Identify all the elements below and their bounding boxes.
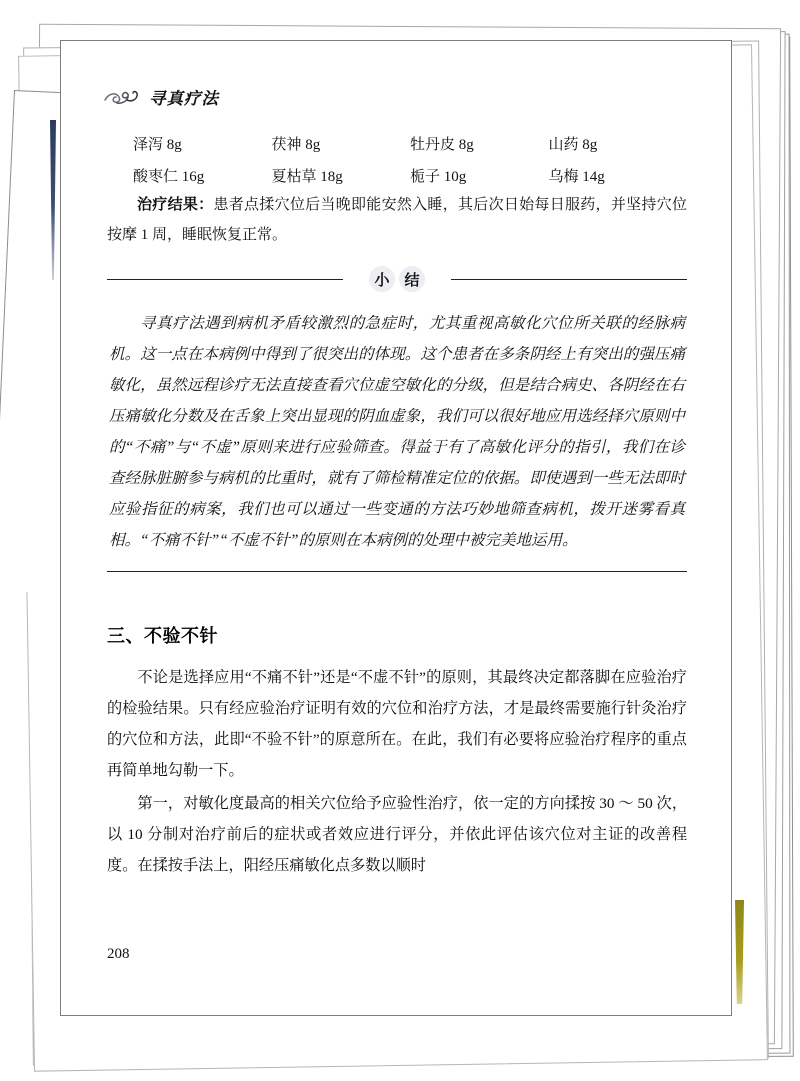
summary-title-char: 结	[399, 266, 425, 292]
summary-title	[369, 266, 425, 292]
herb-item: 山药 8g	[548, 137, 598, 153]
running-head	[103, 85, 219, 109]
treatment-result-text: 患者点揉穴位后当晚即能安然入睡，其后次日始每日服药，并坚持穴位按摩 1 周，睡眠恢复正常。	[107, 197, 687, 243]
cloud-swirl-ornament-icon	[103, 87, 143, 107]
summary-rule-left	[107, 279, 343, 280]
page-number: 208	[107, 946, 130, 962]
herb-item: 茯神 8g	[271, 137, 321, 153]
summary-paragraph: 寻真疗法遇到病机矛盾较激烈的急症时，尤其重视高敏化穴位所关联的经脉病机。这一点在本病例中得到了很突出的体现。这个患者在多条阴经上有突出的强压痛敏化，虽然远程诊疗无法直接查看穴位虚空敏化的分级，但是结合病史、各阴经在右压痛敏化分数及在舌象上突出显现的阴血虚象，我们可以很好地应用选经择穴原则中的“不痛”与“不虚”原则来进行应验筛查。得益于有了高敏化评分的指引，我们在诊查经脉脏腑参与病机的比重时，就有了筛检精准定位的依据。即使遇到一些无法即时应验指征的病案，我们也可以通过一些变通的方法巧妙地筛查病机，拨开迷雾看真相。“不痛不针”“不虚不针”的原则在本病例的处理中被完美地运用。	[109, 314, 685, 549]
summary-block	[107, 266, 687, 572]
book-page	[60, 40, 732, 1016]
section-paragraph: 第一，对敏化度最高的相关穴位给予应验性治疗，依一定的方向揉按 30 ～ 50 次，以 10 分制对治疗前后的症状或者效应进行评分，并依此评估该穴位对主证的改善程度。在揉按手法上，阳经压痛敏化点多数以顺时	[107, 795, 687, 874]
summary-end-rule	[107, 571, 687, 572]
running-head-title: 寻真疗法	[149, 89, 219, 108]
herb-item: 夏枯草 18g	[271, 169, 343, 185]
summary-rule-right	[451, 279, 687, 280]
herb-item: 酸枣仁 16g	[133, 169, 205, 185]
section-paragraph: 不论是选择应用“不痛不针”还是“不虚不针”的原则，其最终决定都落脚在应验治疗的检验结果。只有经应验治疗证明有效的穴位和治疗方法，才是最终需要施行针灸治疗的穴位和方法，此即“不验不针”的原意所在。在此，我们有必要将应验治疗程序的重点再简单地勾勒一下。	[107, 669, 687, 779]
summary-title-char: 小	[369, 266, 395, 292]
treatment-result-paragraph	[107, 190, 687, 250]
herb-item: 牡丹皮 8g	[410, 137, 474, 153]
herb-item: 泽泻 8g	[133, 137, 182, 153]
page-content	[107, 133, 687, 881]
summary-divider	[107, 266, 687, 292]
prescription-herb-grid	[107, 133, 687, 186]
herb-item: 乌梅 14g	[548, 169, 605, 185]
section-heading: 三、不验不针	[107, 626, 218, 646]
treatment-result-label: 治疗结果：	[137, 197, 214, 213]
herb-item: 栀子 10g	[410, 169, 467, 185]
